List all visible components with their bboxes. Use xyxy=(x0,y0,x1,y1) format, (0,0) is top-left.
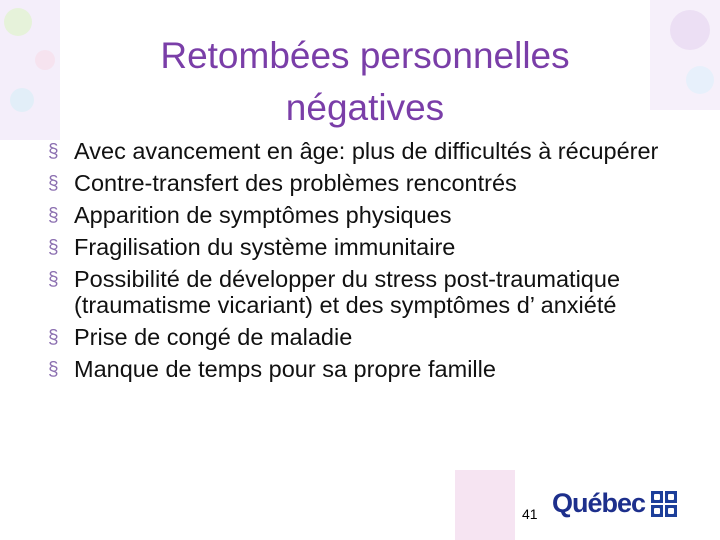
bullet-item xyxy=(48,170,698,196)
bullet-item xyxy=(48,202,698,228)
bullet-text: Possibilité de développer du stress post-traumatique (traumatisme vicariant) et des symptômes d’ anxiété xyxy=(74,266,621,318)
bullet-item xyxy=(48,266,698,318)
page-number: 41 xyxy=(522,506,538,522)
bullet-text: Fragilisation du système immunitaire xyxy=(74,234,456,260)
bullet-marker-icon: § xyxy=(48,173,59,194)
quebec-logo xyxy=(552,488,677,519)
bullet-item xyxy=(48,138,698,164)
bullet-text: Manque de temps pour sa propre famille xyxy=(74,356,496,382)
title-line-2: négatives xyxy=(285,87,445,128)
fleur-de-lis-flag-icon xyxy=(651,491,677,517)
bullet-text: Apparition de symptômes physiques xyxy=(74,202,452,228)
bullet-text: Prise de congé de maladie xyxy=(74,324,353,350)
bullet-marker-icon: § xyxy=(48,205,59,226)
bullet-text: Contre-transfert des problèmes rencontrés xyxy=(74,170,517,196)
title-line-1: Retombées personnelles xyxy=(160,35,570,76)
bullet-marker-icon: § xyxy=(48,327,59,348)
bullet-text: Avec avancement en âge: plus de difficultés à récupérer xyxy=(74,138,659,164)
bullet-marker-icon: § xyxy=(48,237,59,258)
bullet-marker-icon: § xyxy=(48,269,59,290)
bullet-marker-icon: § xyxy=(48,359,59,380)
slide-title xyxy=(70,30,660,134)
bullet-item xyxy=(48,356,698,382)
bullet-list xyxy=(48,138,698,388)
logo-text: Québec xyxy=(552,488,646,518)
bullet-item xyxy=(48,234,698,260)
bullet-item xyxy=(48,324,698,350)
bullet-marker-icon: § xyxy=(48,141,59,162)
